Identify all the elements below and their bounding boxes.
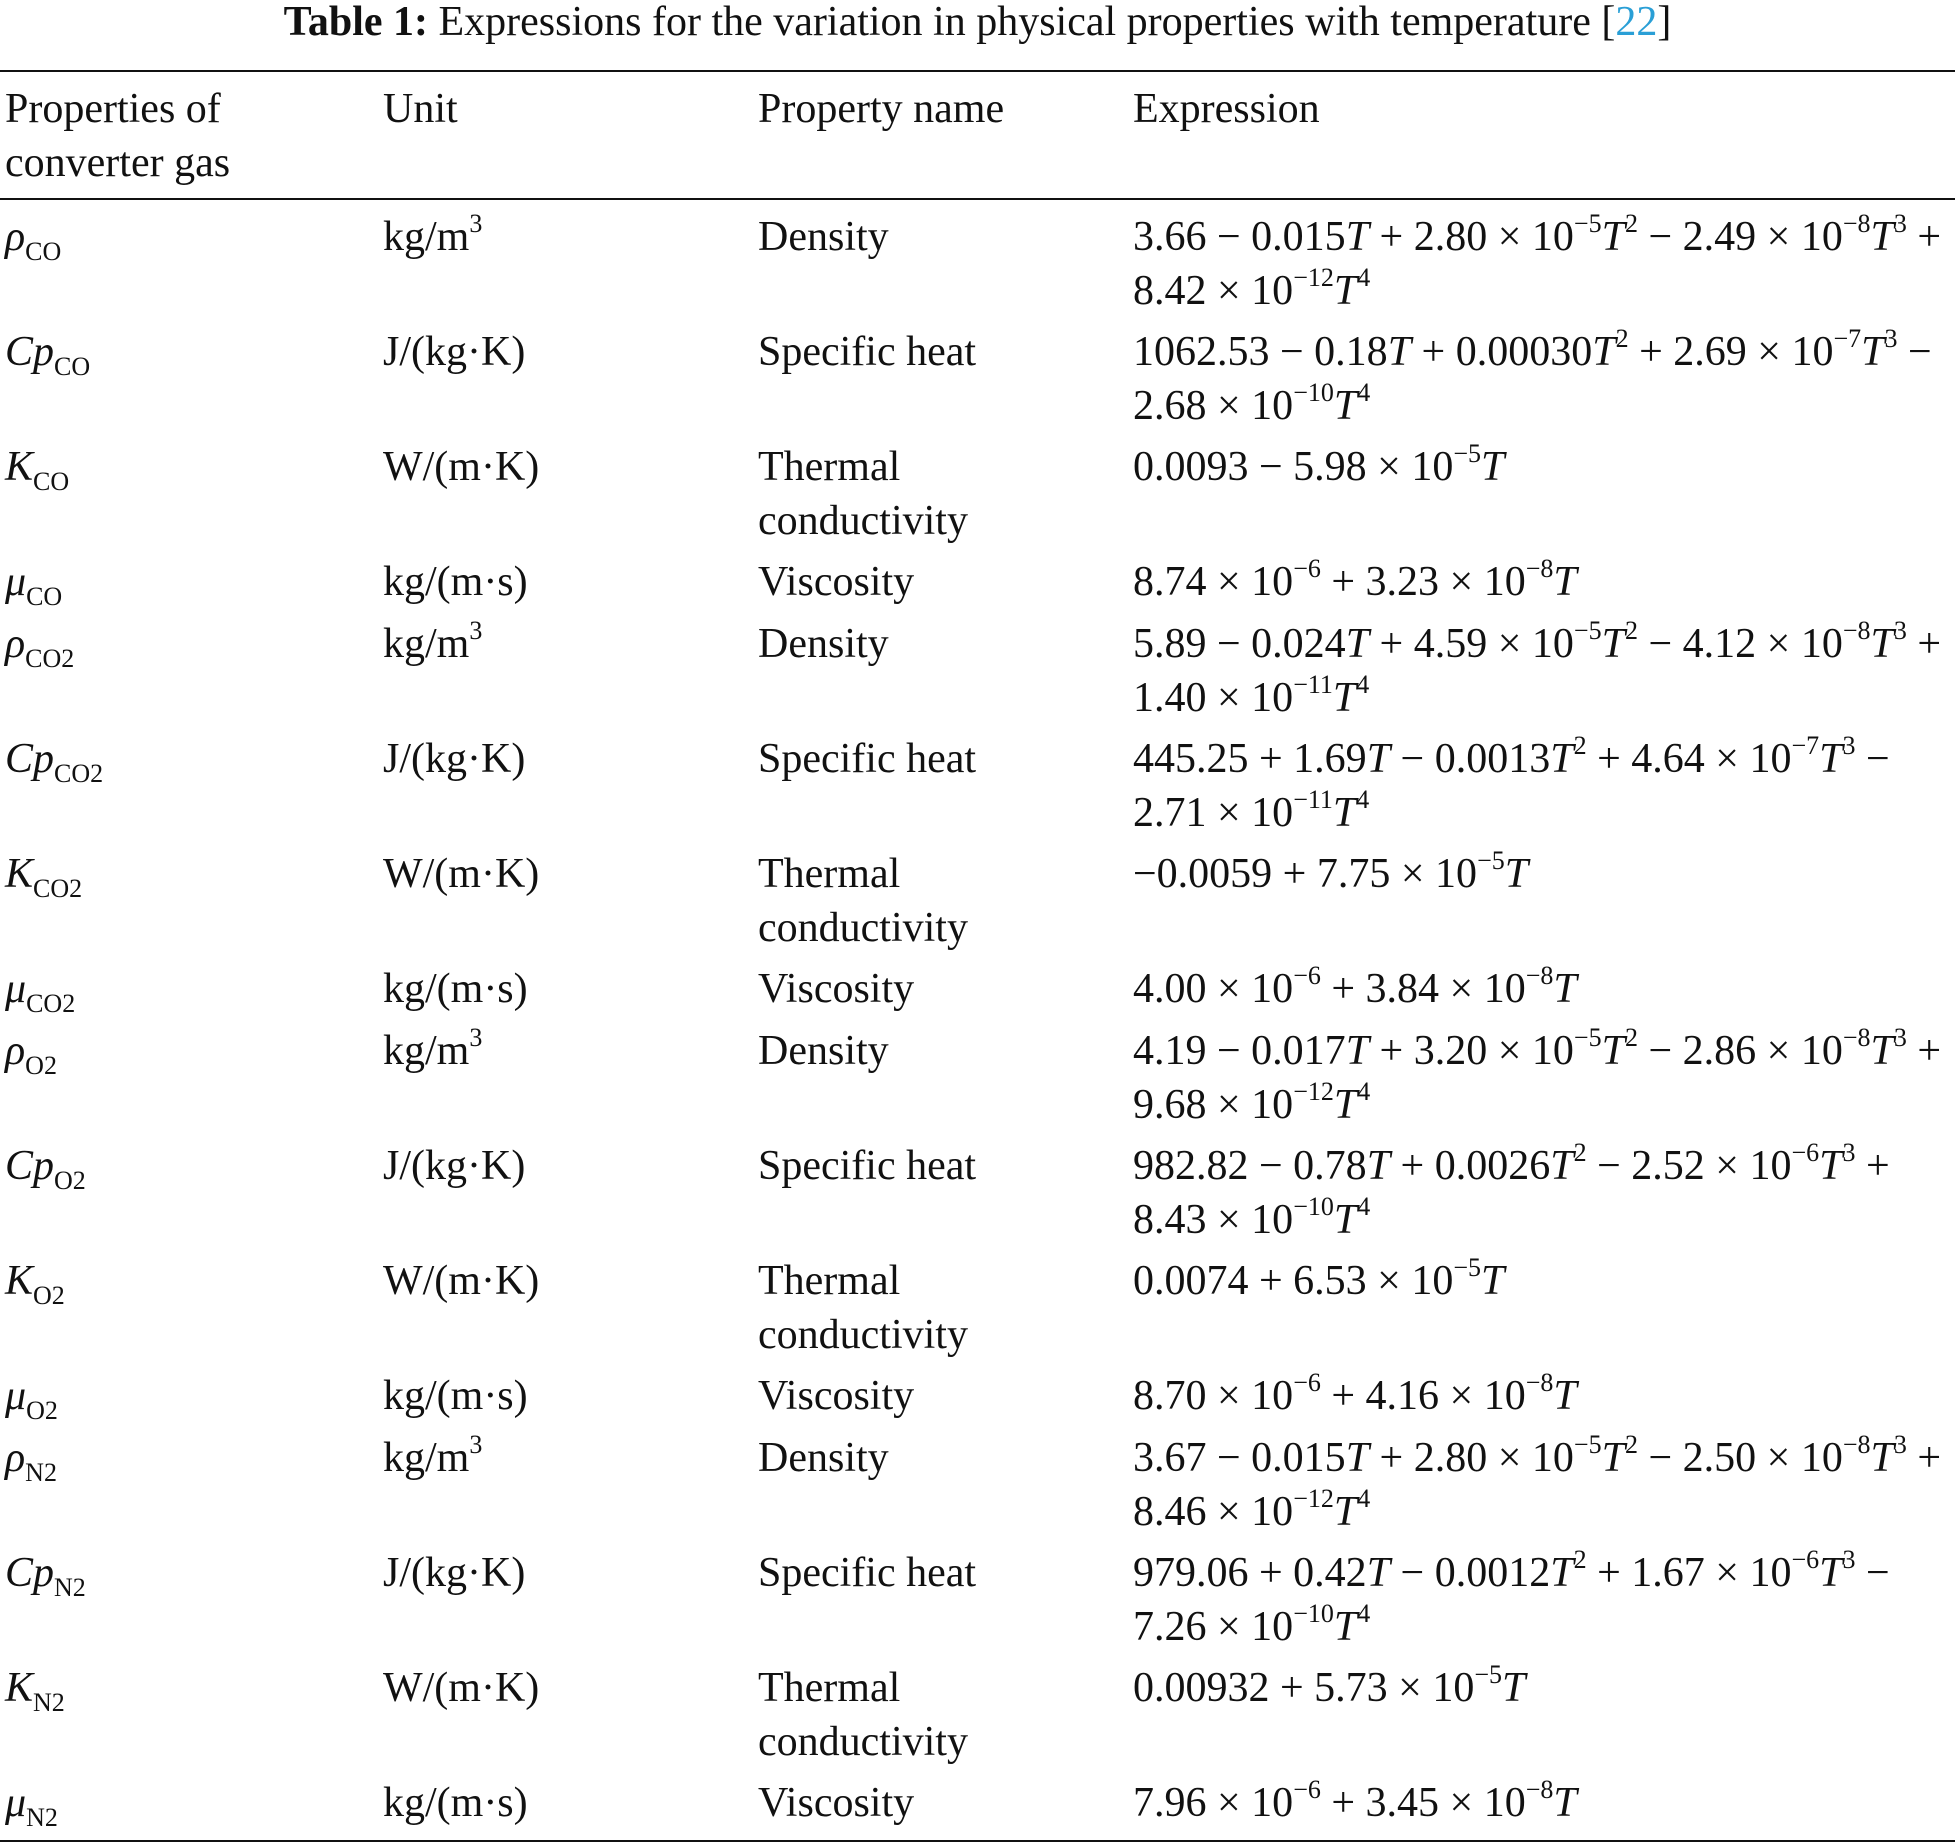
row-unit: $kg/m^3$	[383, 209, 483, 260]
row-symbol: $\mu_{CO}$	[5, 559, 63, 611]
row-symbol: $\mu_{CO2}$	[5, 966, 76, 1018]
row-expression: $0.0074 + 6.53 \times 10^{-5}T$	[1133, 1253, 1505, 1304]
row-symbol: $\rho_{O2}$	[5, 1028, 57, 1080]
row-unit: kg/(m·s)	[383, 559, 528, 605]
row-expression: $7.96 \times 10^{-6} + 3.45 \times 10^{-8}T$	[1133, 1775, 1577, 1826]
row-property-name: Thermal conductivity	[758, 851, 968, 951]
row-symbol: $K_{N2}$	[5, 1665, 65, 1717]
row-symbol: $Cp_{CO}$	[5, 329, 91, 381]
row-property-name: Viscosity	[758, 1780, 915, 1826]
header-unit: Unit	[383, 86, 458, 132]
caption-text: Expressions for the variation in physical properties with temperature [	[438, 0, 1616, 45]
row-expression: $0.0093 - 5.98 \times 10^{-5}T$	[1133, 439, 1505, 490]
row-expression: $8.74 \times 10^{-6} + 3.23 \times 10^{-8}T$	[1133, 554, 1577, 605]
header-properties: Properties of converter gas	[5, 86, 231, 186]
row-property-name: Viscosity	[758, 559, 915, 605]
row-property-name: Viscosity	[758, 1373, 915, 1419]
row-unit: J/(kg·K)	[383, 329, 526, 375]
header-expression: Expression	[1133, 86, 1320, 132]
row-expression: $982.82 - 0.78T + 0.0026T^2 - 2.52 \times 10^{-6}T^3 + 8.43 \times 10^{-10}T^4$	[1133, 1138, 1890, 1243]
row-unit: $kg/m^3$	[383, 616, 483, 667]
row-unit: W/(m·K)	[383, 851, 540, 897]
row-property-name: Density	[758, 1435, 889, 1481]
row-symbol: $\rho_{CO2}$	[5, 621, 75, 673]
row-symbol: $\mu_{N2}$	[5, 1780, 58, 1832]
row-unit: W/(m·K)	[383, 1665, 540, 1711]
row-expression: $4.19 - 0.017T + 3.20 \times 10^{-5}T^2 - 2.86 \times 10^{-8}T^3 + 9.68 \times 10^{-12}T^4$	[1133, 1023, 1942, 1128]
row-symbol: $K_{CO2}$	[5, 851, 83, 903]
row-property-name: Specific heat	[758, 1143, 977, 1189]
row-unit: J/(kg·K)	[383, 736, 526, 782]
row-property-name: Density	[758, 1028, 889, 1074]
row-property-name: Specific heat	[758, 1550, 977, 1596]
citation-link[interactable]: 22	[1615, 0, 1658, 45]
row-property-name: Density	[758, 621, 889, 667]
row-expression: $0.00932 + 5.73 \times 10^{-5}T$	[1133, 1660, 1526, 1711]
row-unit: J/(kg·K)	[383, 1143, 526, 1189]
row-expression: $445.25 + 1.69T - 0.0013T^2 + 4.64 \times 10^{-7}T^3 - 2.71 \times 10^{-11}T^4$	[1133, 731, 1890, 836]
row-symbol: $Cp_{O2}$	[5, 1143, 86, 1195]
row-expression: $979.06 + 0.42T - 0.0012T^2 + 1.67 \times 10^{-6}T^3 - 7.26 \times 10^{-10}T^4$	[1133, 1545, 1890, 1650]
row-unit: kg/(m·s)	[383, 966, 528, 1012]
row-expression: $8.70 \times 10^{-6} + 4.16 \times 10^{-8}T$	[1133, 1368, 1577, 1419]
row-property-name: Thermal conductivity	[758, 1258, 968, 1358]
header-rule	[0, 198, 1955, 200]
row-expression: $-0.0059 + 7.75 \times 10^{-5}T$	[1133, 846, 1529, 897]
row-property-name: Viscosity	[758, 966, 915, 1012]
bottom-rule	[0, 1840, 1955, 1842]
row-symbol: $Cp_{N2}$	[5, 1550, 86, 1602]
top-rule	[0, 70, 1955, 72]
row-symbol: $K_{O2}$	[5, 1258, 65, 1310]
row-property-name: Thermal conductivity	[758, 1665, 968, 1765]
row-unit: W/(m·K)	[383, 444, 540, 490]
row-symbol: $\rho_{CO}$	[5, 214, 62, 266]
row-unit: kg/(m·s)	[383, 1373, 528, 1419]
caption-label: Table 1:	[283, 0, 428, 45]
table-caption	[0, 0, 1955, 44]
row-symbol: $\mu_{O2}$	[5, 1373, 58, 1425]
row-property-name: Specific heat	[758, 736, 977, 782]
row-property-name: Specific heat	[758, 329, 977, 375]
row-expression: $5.89 - 0.024T + 4.59 \times 10^{-5}T^2 - 4.12 \times 10^{-8}T^3 + 1.40 \times 10^{-11}T^4$	[1133, 616, 1942, 721]
row-expression: $1062.53 - 0.18T + 0.00030T^2 + 2.69 \times 10^{-7}T^3 - 2.68 \times 10^{-10}T^4$	[1133, 324, 1932, 429]
row-unit: J/(kg·K)	[383, 1550, 526, 1596]
caption-close: ]	[1657, 0, 1672, 45]
row-expression: $3.66 - 0.015T + 2.80 \times 10^{-5}T^2 - 2.49 \times 10^{-8}T^3 + 8.42 \times 10^{-12}T^4$	[1133, 209, 1942, 314]
row-symbol: $K_{CO}$	[5, 444, 70, 496]
row-unit: kg/(m·s)	[383, 1780, 528, 1826]
row-unit: $kg/m^3$	[383, 1023, 483, 1074]
row-unit: $kg/m^3$	[383, 1430, 483, 1481]
row-property-name: Density	[758, 214, 889, 260]
row-property-name: Thermal conductivity	[758, 444, 968, 544]
row-symbol: $\rho_{N2}$	[5, 1435, 57, 1487]
header-property-name: Property name	[758, 86, 1005, 132]
row-expression: $4.00 \times 10^{-6} + 3.84 \times 10^{-8}T$	[1133, 961, 1577, 1012]
row-symbol: $Cp_{CO2}$	[5, 736, 104, 788]
row-expression: $3.67 - 0.015T + 2.80 \times 10^{-5}T^2 - 2.50 \times 10^{-8}T^3 + 8.46 \times 10^{-12}T^4$	[1133, 1430, 1942, 1535]
row-unit: W/(m·K)	[383, 1258, 540, 1304]
